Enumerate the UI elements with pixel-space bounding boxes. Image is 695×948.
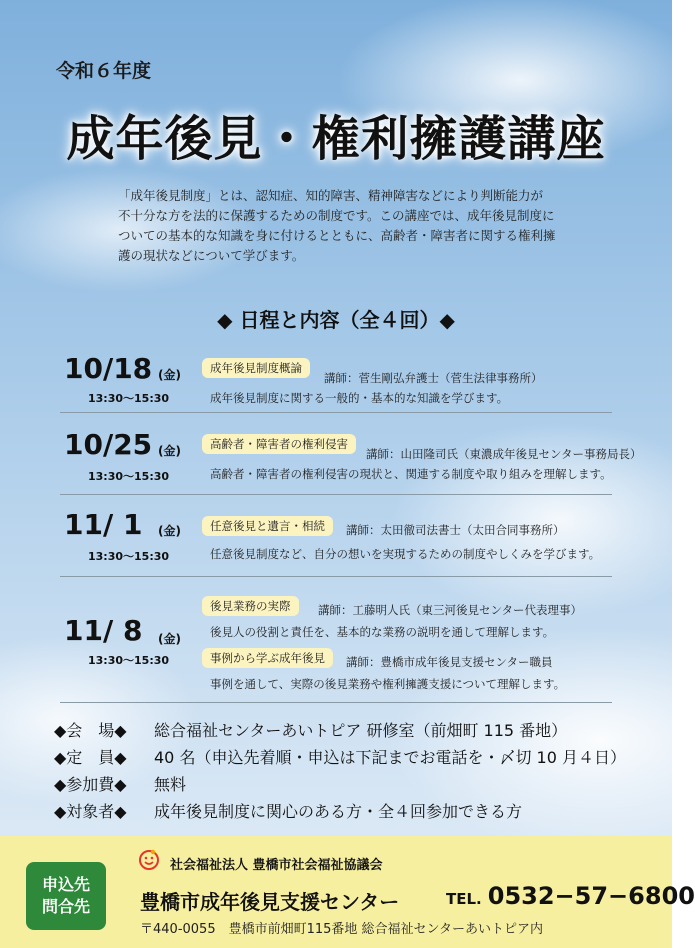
divider (60, 412, 612, 413)
session-date: 11/ 1 (64, 508, 143, 541)
session-description: 高齢者・障害者の権利侵害の現状と、関連する制度や取り組みを理解します。 (210, 467, 612, 481)
session-weekday: (金) (158, 444, 181, 458)
badge-line: 問合先 (41, 897, 90, 916)
phone-value: 0532−57−6800 (487, 882, 695, 910)
intro-line: 「成年後見制度」とは、認知症、知的障害、精神障害などにより判断能力が (118, 188, 544, 203)
divider (60, 702, 612, 703)
session-3 (60, 508, 620, 568)
session-description: 後見人の役割と責任を、基本的な業務の説明を通して理解します。 (210, 625, 555, 639)
divider (60, 494, 612, 495)
session-date: 10/18 (64, 352, 153, 385)
session-lecturer: 講師：菅生剛弘弁護士（菅生法律事務所） (324, 371, 543, 385)
organization-name: 社会福祉法人 豊橋市社会福祉協議会 (170, 858, 383, 873)
session-weekday: (金) (158, 368, 181, 382)
session-lecturer: 講師：豊橋市成年後見支援センター職員 (346, 655, 553, 669)
session-time: 13:30〜15:30 (88, 392, 170, 405)
session-time: 13:30〜15:30 (88, 470, 170, 483)
intro-text (118, 186, 568, 266)
page-title: 成年後見・権利擁護講座 (66, 111, 606, 167)
session-description: 事例を通して、実際の後見業務や権利擁護支援について理解します。 (210, 677, 566, 691)
session-lecturer: 講師：工藤明人氏（東三河後見センター代表理事） (318, 603, 583, 617)
phone-number (446, 882, 695, 910)
audience-label: ◆対象者◆ (54, 802, 127, 821)
fee-label: ◆参加費◆ (54, 775, 127, 794)
intro-line: 護の現状などについて学びます。 (118, 248, 305, 263)
session-4 (60, 590, 620, 700)
capacity-row (54, 745, 626, 768)
venue-label: ◆会 場◆ (54, 721, 127, 740)
session-lecturer: 講師：山田隆司氏（東濃成年後見センター事務局長） (366, 447, 642, 461)
session-topic: 高齢者・障害者の権利侵害 (202, 434, 356, 454)
session-topic: 後見業務の実際 (202, 596, 299, 616)
phone-label: TEL. (446, 890, 482, 908)
session-weekday: (金) (158, 524, 181, 538)
contact-footer (0, 836, 695, 948)
fee-row (54, 772, 186, 795)
contact-badge (26, 862, 106, 930)
smiley-logo-icon (138, 848, 160, 870)
session-weekday: (金) (158, 632, 181, 646)
session-time: 13:30〜15:30 (88, 654, 170, 667)
session-topic: 成年後見制度概論 (202, 358, 310, 378)
session-description: 成年後見制度に関する一般的・基本的な知識を学びます。 (210, 391, 509, 405)
session-time: 13:30〜15:30 (88, 550, 170, 563)
venue-row (54, 718, 567, 741)
fiscal-year-label: 令和６年度 (56, 60, 152, 82)
intro-line: 不十分な方を法的に保護するための制度です。この講座では、成年後見制度に (118, 208, 555, 223)
session-description: 任意後見制度など、自分の想いを実現するための制度やしくみを学びます。 (210, 547, 601, 561)
session-date: 11/ 8 (64, 614, 143, 647)
fee-value: 無料 (154, 775, 187, 794)
venue-value: 総合福祉センターあいトピア 研修室（前畑町 115 番地） (154, 721, 568, 740)
audience-value: 成年後見制度に関心のある方・全４回参加できる方 (154, 802, 523, 821)
center-name: 豊橋市成年後見支援センター (140, 890, 400, 914)
schedule-heading: ◆ 日程と内容（全４回）◆ (217, 308, 455, 332)
session-topic: 任意後見と遺言・相続 (202, 516, 333, 536)
session-2 (60, 428, 642, 488)
session-topic: 事例から学ぶ成年後見 (202, 648, 333, 668)
audience-row (54, 799, 522, 822)
address: 〒440-0055 豊橋市前畑町115番地 総合福祉センターあいトピア内 (140, 922, 544, 937)
divider (60, 576, 612, 577)
capacity-label: ◆定 員◆ (54, 748, 127, 767)
session-1 (60, 352, 620, 412)
session-lecturer: 講師：太田徹司法書士（太田合同事務所） (346, 523, 565, 537)
session-date: 10/25 (64, 428, 153, 461)
intro-line: ついての基本的な知識を身に付けるとともに、高齢者・障害者に関する権利擁 (118, 228, 556, 243)
badge-line: 申込先 (41, 875, 90, 894)
capacity-value: 40 名（申込先着順・申込は下記までお電話を・〆切 10 月４日） (154, 748, 626, 767)
